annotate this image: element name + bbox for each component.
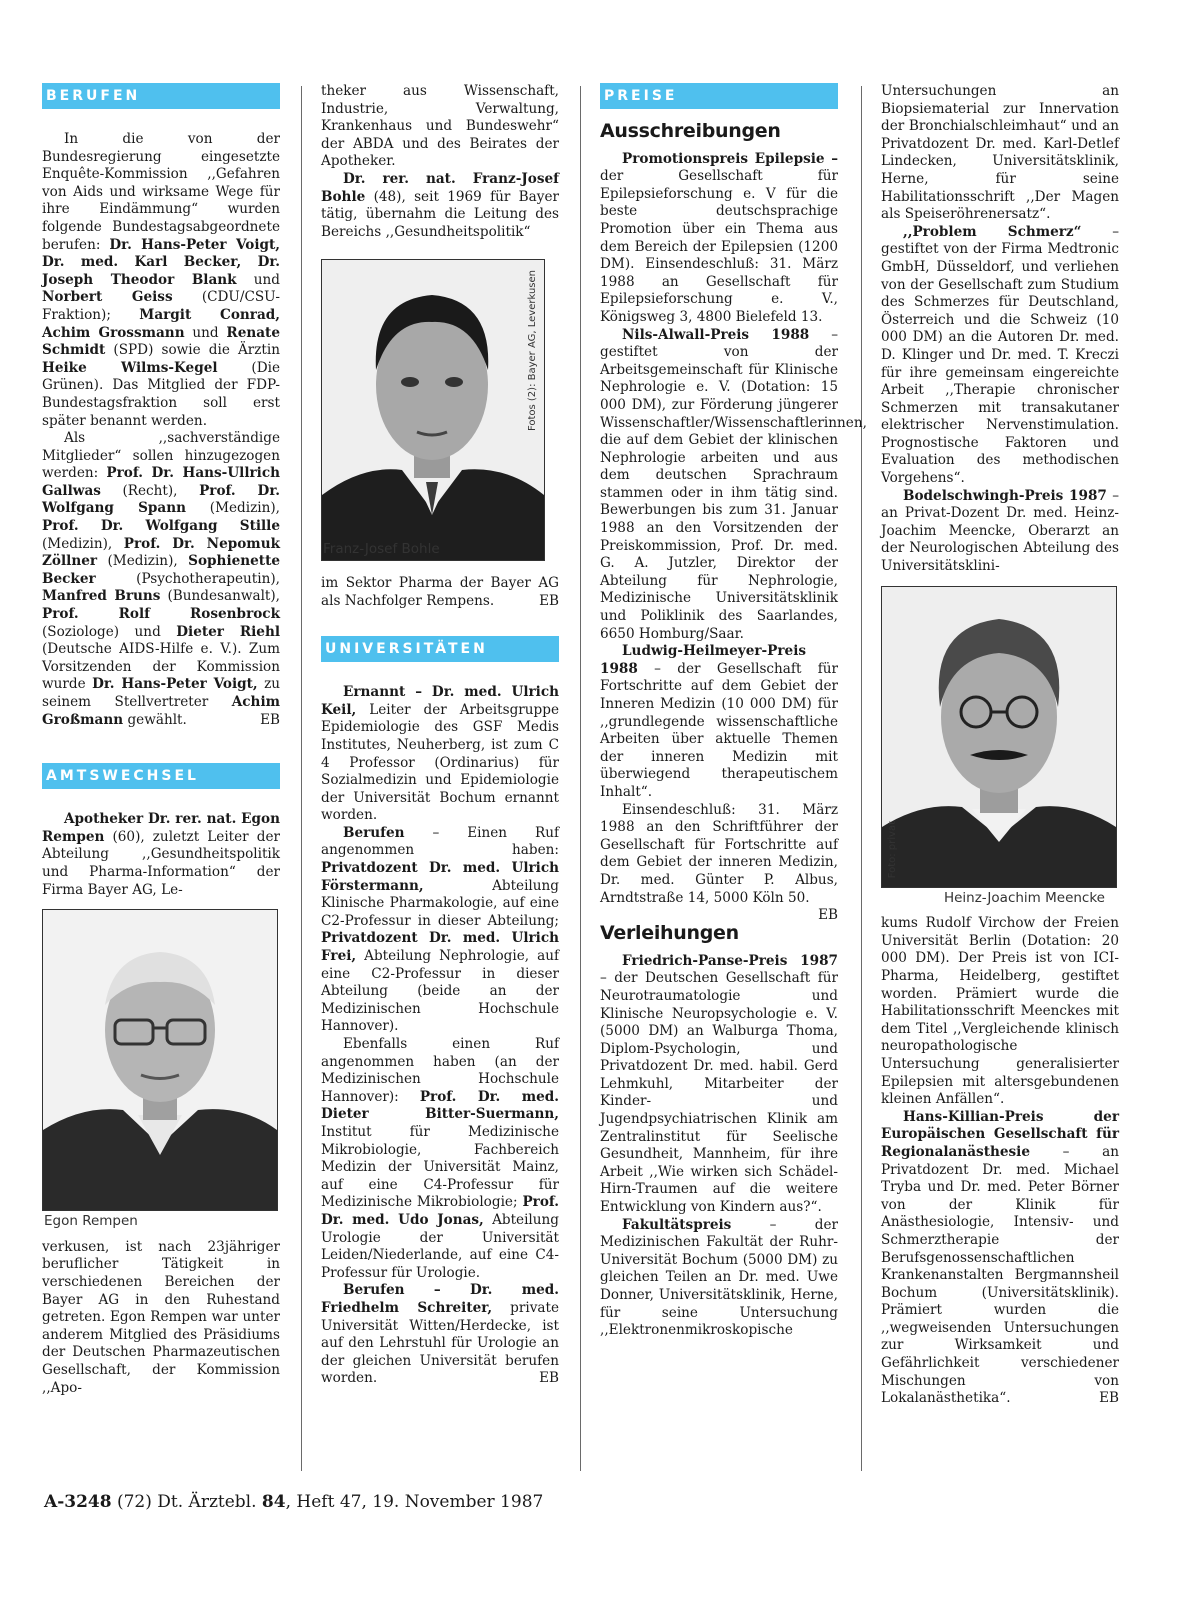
author-signature: EB <box>539 1370 559 1387</box>
paragraph: kums Rudolf Virchow der Freien Universität Berlin (Dotation: 20 000 DM). Der Preis ist von ICI-Pharma, Heidelberg, gestiftet worden. Prämiert wurde die Habilitationsschrift Meenckes mit dem Titel ,,Vergleichende klinisch neuropathologische Untersuchung generalisierter Epilepsien mit altersgebundenen kleinen Anfällen“. <box>881 915 1119 1108</box>
paragraph: Ludwig-Heilmeyer-Preis 1988 – der Gesellschaft für Fortschritte auf dem Gebiet der Inneren Medizin (10 000 DM) für ,,grundlegende wissenschaftliche Arbeiten über aktuelle Themen der inneren Medizin mit überwiegend therapeutischem Inhalt“. <box>600 643 839 800</box>
section-bar-berufen: BERUFEN <box>42 83 280 109</box>
footer-issue: , Heft 47, 19. November 1987 <box>285 1492 544 1512</box>
paragraph: Ebenfalls einen Ruf angenommen haben (an der Medizinischen Hochschule Hannover): Prof. Dr. med. Dieter Bitter-Suermann, Institut für Medizinische Mikrobiologie, Fachbereich Medizin der Universität Mainz, auf eine C4-Professur für Medizinische Mikrobiologie; Prof. Dr. med. Udo Jonas, Abteilung Urologie der Universität Leiden/Niederlande, auf eine C4-Professur für Urologie. <box>321 1036 560 1281</box>
column-rule <box>301 86 302 1471</box>
paragraph: Promotionspreis Epilepsie – der Gesellschaft für Epilepsieforschung e. V für die beste deutschsprachige Promotion über ein Thema aus dem Bereich der Epilepsien (1200 DM). Einsendeschluß: 31. März 1988 an Gesellschaft für Epilepsieforschung e. V., Königsweg 3, 4800 Bielefeld 13. <box>600 150 838 325</box>
paragraph: theker aus Wissenschaft, Industrie, Verwaltung, Krankenhaus und Bundeswehr“ der ABDA und des Beirates der Apotheker. <box>321 83 559 170</box>
paragraph: Ernannt – Dr. med. Ulrich Keil, Leiter der Arbeitsgruppe Epidemiologie des GSF Medis Institutes, Neuherberg, ist zum C 4 Professor (Ordinarius) für Sozialmedizin und Epidemiologie der Universität Bochum ernannt worden. <box>321 684 559 824</box>
paragraph: verkusen, ist nach 23jähriger beruflicher Tätigkeit in verschiedenen Bereichen der Bayer AG in den Ruhestand getreten. Egon Rempen war unter anderem Mitglied des Präsidiums der Deutschen Pharmazeutischen Gesellschaft, der Kommission ,,Apo- <box>42 1238 280 1396</box>
section-bar-amtswechsel: AMTSWECHSEL <box>42 763 280 789</box>
paragraph: Bodelschwingh-Preis 1987 – an Privat-Dozent Dr. med. Heinz-Joachim Meencke, Oberarzt an der Neurologischen Abteilung des Universitätsklini- <box>881 487 1120 575</box>
paragraph: Apotheker Dr. rer. nat. Egon Rempen (60), zuletzt Leiter der Abteilung ,,Gesundheitspolitik und Pharma-Information“ der Firma Bayer AG, Le- <box>42 811 280 898</box>
portrait-photo-bohle <box>321 259 545 561</box>
paragraph: In die von der Bundesregierung eingesetzte Enquête-Kommission ,,Gefahren von Aids und wirksame Wege für ihre Eindämmung“ wurden folgende Bundestagsabgeordnete berufen: Dr. Hans-Peter Voigt, Dr. med. Karl Becker, Dr. Joseph Theodor Blank und Norbert Geiss (CDU/CSU-Fraktion); Margit Conrad, Achim Grossmann und Renate Schmidt (SPD) sowie die Ärztin Heike Wilms-Kegel (Die Grünen). Das Mitglied der FDP-Bundestagsfraktion soll erst später benannt werden. <box>42 131 280 429</box>
page-footer <box>44 1492 543 1512</box>
page-number: A-3248 <box>44 1492 112 1512</box>
photo-caption: Heinz-Joachim Meencke <box>943 889 1105 906</box>
paragraph: Friedrich-Panse-Preis 1987 – der Deutschen Gesellschaft für Neurotraumatologie und Klinische Neuropsychologie e. V. (5000 DM) an Walburga Thoma, Diplom-Psychologin, und Privatdozent Dr. med. habil. Gerd Lehmkuhl, Mitarbeiter der Kinder- und Jugendpsychiatrischen Klinik am Zentralinstitut für Seelische Gesundheit, Mannheim, für ihre Arbeit ,,Wie wirken sich Schädel-Hirn-Traumen auf die weitere Entwicklung von Kindern aus?“. <box>600 952 838 1216</box>
author-signature: EB <box>539 592 559 609</box>
column-rule <box>861 86 862 1471</box>
footer-volume: 84 <box>261 1492 286 1512</box>
paragraph: Als ,,sachverständige Mitglieder“ sollen hinzugezogen werden: Prof. Dr. Hans-Ullrich Gallwas (Recht), Prof. Dr. Wolfgang Spann (Medizin), Prof. Dr. Wolfgang Stille (Medizin), Prof. Dr. Nepomuk Zöllner (Medizin), Sophienette Becker (Psychotherapeutin), Manfred Bruns (Bundesanwalt), Prof. Rolf Rosenbrock (Soziologe) und Dieter Riehl (Deutsche AIDS-Hilfe e. V.). Zum Vorsitzenden der Kommission wurde Dr. Hans-Peter Voigt, zu seinem Stellvertreter Achim Großmann gewählt. EB <box>42 430 281 728</box>
footer-journal: (72) Dt. Ärztebl. <box>116 1492 257 1512</box>
author-signature: EB <box>818 907 838 924</box>
paragraph: Dr. rer. nat. Franz-Josef Bohle (48), seit 1969 für Bayer tätig, übernahm die Leitung des Bereichs ,,Gesundheitspolitik“ <box>321 170 559 240</box>
paragraph: Berufen – Dr. med. Friedhelm Schreiter, private Universität Witten/Herdecke, ist auf den Lehrstuhl für Urologie an der gleichen Universität berufen worden. EB <box>321 1282 559 1387</box>
section-bar-preise: PREISE <box>600 83 838 109</box>
photo-caption: Egon Rempen <box>44 1213 138 1230</box>
photo-caption: Franz-Josef Bohle <box>323 541 440 558</box>
paragraph: Fakultätspreis – der Medizinischen Fakultät der Ruhr-Universität Bochum (5000 DM) zu gleichen Teilen an Dr. med. Uwe Donner, Universitätsklinik, Herne, für seine Untersuchung ,,Elektronenmikroskopische <box>600 1216 838 1339</box>
author-signature: EB <box>260 711 280 728</box>
column-4 <box>881 83 1119 1408</box>
paragraph: Nils-Alwall-Preis 1988 – gestiftet von der Arbeitsgemeinschaft für Klinische Nephrologie e. V. (Dotation: 15 000 DM), zur Förderung jüngerer Wissenschaftler/Wissenschaftlerinnen, die auf dem Gebiet der klinischen Nephrologie arbeiten und aus dem deutschen Sprachraum stammen oder in ihm tätig sind. Bewerbungen bis zum 31. Januar 1988 an den Vorsitzenden der Preiskommission, Prof. Dr. med. G. A. Jutzler, Direktor der Abteilung für Nephrologie, Medizinische Universitätsklinik und Poliklinik des Saarlandes, 6650 Homburg/Saar. <box>600 326 867 642</box>
column-rule <box>580 86 581 1471</box>
column-1 <box>42 83 280 1397</box>
heading-ausschreibungen: Ausschreibungen <box>600 120 781 142</box>
heading-verleihungen: Verleihungen <box>600 922 739 945</box>
paragraph: Einsendeschluß: 31. März 1988 an den Schriftführer der Gesellschaft für Fortschritte auf dem Gebiet der inneren Medizin, Dr. med. Günter P. Albus, Arndtstraße 14, 5000 Köln 50. EB <box>600 801 838 924</box>
paragraph: im Sektor Pharma der Bayer AG als Nachfolger Rempens. EB <box>321 574 559 609</box>
portrait-photo-rempen <box>42 909 278 1211</box>
paragraph: Berufen – Einen Ruf angenommen haben: Privatdozent Dr. med. Ulrich Förstermann, Abteilung Klinische Pharmakologie, auf eine C2-Professur in dieser Abteilung; Privatdozent Dr. med. Ulrich Frei, Abteilung Nephrologie, auf eine C2-Professur in dieser Abteilung (beide an der Medizinischen Hochschule Hannover). <box>321 824 559 1035</box>
column-3 <box>600 83 867 1340</box>
paragraph: ,,Problem Schmerz“ – gestiftet von der Firma Medtronic GmbH, Düsseldorf, und verliehen von der Gesellschaft zum Studium des Schmerzes für Deutschland, Österreich und die Schweiz (10 000 DM) an die Autoren Dr. med. D. Klinger und Dr. med. T. Kreczi für ihre gemeinsam eingereichte Arbeit ,,Therapie chronischer Schmerzen mit transakutaner elektrischer Nervenstimulation. Prognostische Faktoren und Evaluation des methodischen Vorgehens“. <box>881 223 1119 487</box>
photo-credit: Foto: privat <box>887 821 898 879</box>
photo-credit: Fotos (2): Bayer AG, Leverkusen <box>527 270 539 432</box>
column-2 <box>321 83 559 1388</box>
paragraph: Hans-Killian-Preis der Europäischen Gesellschaft für Regionalanästhesie – an Privatdozent Dr. med. Michael Tryba und Dr. med. Peter Börner von der Klinik für Anästhesiologie, Intensiv- und Schmerztherapie der Berufsgenossenschaftlichen Krankenanstalten Bergmannsheil Bochum (Universitätsklinik). Prämiert wurden die ,,wegweisenden Untersuchungen zur Wirksamkeit und Gefährlichkeit verschiedener Mischungen von Lokalanästhetika“. EB <box>881 1108 1119 1407</box>
portrait-photo-meencke <box>881 586 1117 888</box>
author-signature: EB <box>1099 1390 1119 1407</box>
paragraph: Untersuchungen an Biopsiematerial zur Innervation der Bronchialschleimhaut“ und an Privatdozent Dr. med. Karl-Detlef Lindecken, Universitätsklinik, Herne, für seine Habilitationsschrift ,,Der Magen als Speiseröhrenersatz“. <box>881 83 1119 223</box>
section-bar-universitaeten: UNIVERSITÄTEN <box>321 636 559 662</box>
